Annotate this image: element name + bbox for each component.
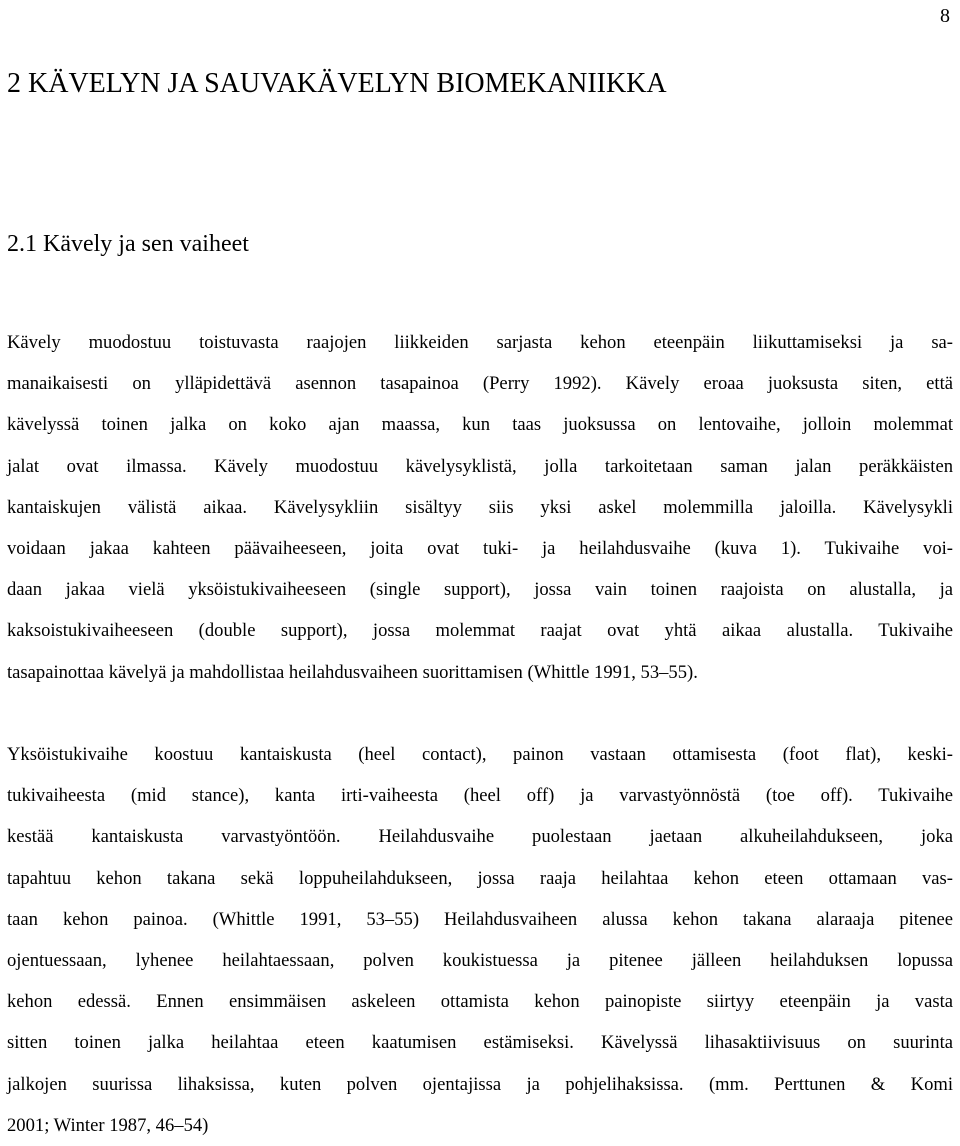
text-line: tukivaiheesta (mid stance), kanta irti-vaiheesta (heel off) ja varvastyönnöstä (toe off). Tukivaihe: [7, 785, 953, 807]
text-line: daan jakaa vielä yksöistukivaiheeseen (single support), jossa vain toinen raajoista on alustalla, ja: [7, 579, 953, 601]
text-line: kaksoistukivaiheeseen (double support), jossa molemmat raajat ovat yhtä aikaa alustalla. Tukivaihe: [7, 620, 953, 642]
text-line: sitten toinen jalka heilahtaa eteen kaatumisen estämiseksi. Kävelyssä lihasaktiivisuus on suurinta: [7, 1032, 953, 1054]
text-line: jalat ovat ilmassa. Kävely muodostuu kävelysyklistä, jolla tarkoitetaan saman jalan peräkkäisten: [7, 455, 953, 477]
section-heading: 2.1 Kävely ja sen vaiheet: [7, 231, 249, 257]
text-line: jalkojen suurissa lihaksissa, kuten polven ojentajissa ja pohjelihaksissa. (mm. Perttunen & Komi: [7, 1073, 953, 1095]
text-line: tasapainottaa kävelyä ja mahdollistaa heilahdusvaiheen suorittamisen (Whittle 1991, 53–55).: [7, 661, 698, 683]
text-line: Yksöistukivaihe koostuu kantaiskusta (heel contact), painon vastaan ottamisesta (foot flat), keski-: [7, 744, 953, 765]
text-line: 2001; Winter 1987, 46–54): [7, 1114, 209, 1136]
text-line: Kävely muodostuu toistuvasta raajojen liikkeiden sarjasta kehon eteenpäin liikuttamiseksi ja sa-: [7, 332, 953, 353]
page-number: 8: [940, 5, 950, 27]
text-line: kehon edessä. Ennen ensimmäisen askeleen ottamista kehon painopiste siirtyy eteenpäin ja vasta: [7, 991, 953, 1013]
text-line: kantaiskujen välistä aikaa. Kävelysykliin sisältyy siis yksi askel molemmilla jaloilla. Kävelysykli: [7, 496, 953, 518]
text-line: kestää kantaiskusta varvastyöntöön. Heilahdusvaihe puolestaan jaetaan alkuheilahdukseen, joka: [7, 826, 953, 848]
text-line: ojentuessaan, lyhenee heilahtaessaan, polven koukistuessa ja pitenee jälleen heilahduksen lopussa: [7, 949, 953, 971]
text-line: manaikaisesti on ylläpidettävä asennon tasapainoa (Perry 1992). Kävely eroaa juoksusta siten, että: [7, 373, 953, 395]
body-paragraph: [7, 322, 953, 693]
chapter-heading: 2 KÄVELYN JA SAUVAKÄVELYN BIOMEKANIIKKA: [7, 68, 667, 99]
text-line: tapahtuu kehon takana sekä loppuheilahdukseen, jossa raaja heilahtaa kehon eteen ottamaan vas-: [7, 867, 953, 889]
body-paragraph: [7, 734, 953, 1146]
text-line: taan kehon painoa. (Whittle 1991, 53–55) Heilahdusvaiheen alussa kehon takana alaraaja pitenee: [7, 908, 953, 930]
text-line: voidaan jakaa kahteen päävaiheeseen, joita ovat tuki- ja heilahdusvaihe (kuva 1). Tukivaihe voi-: [7, 537, 953, 559]
text-line: kävelyssä toinen jalka on koko ajan maassa, kun taas juoksussa on lentovaihe, jolloin molemmat: [7, 414, 953, 436]
